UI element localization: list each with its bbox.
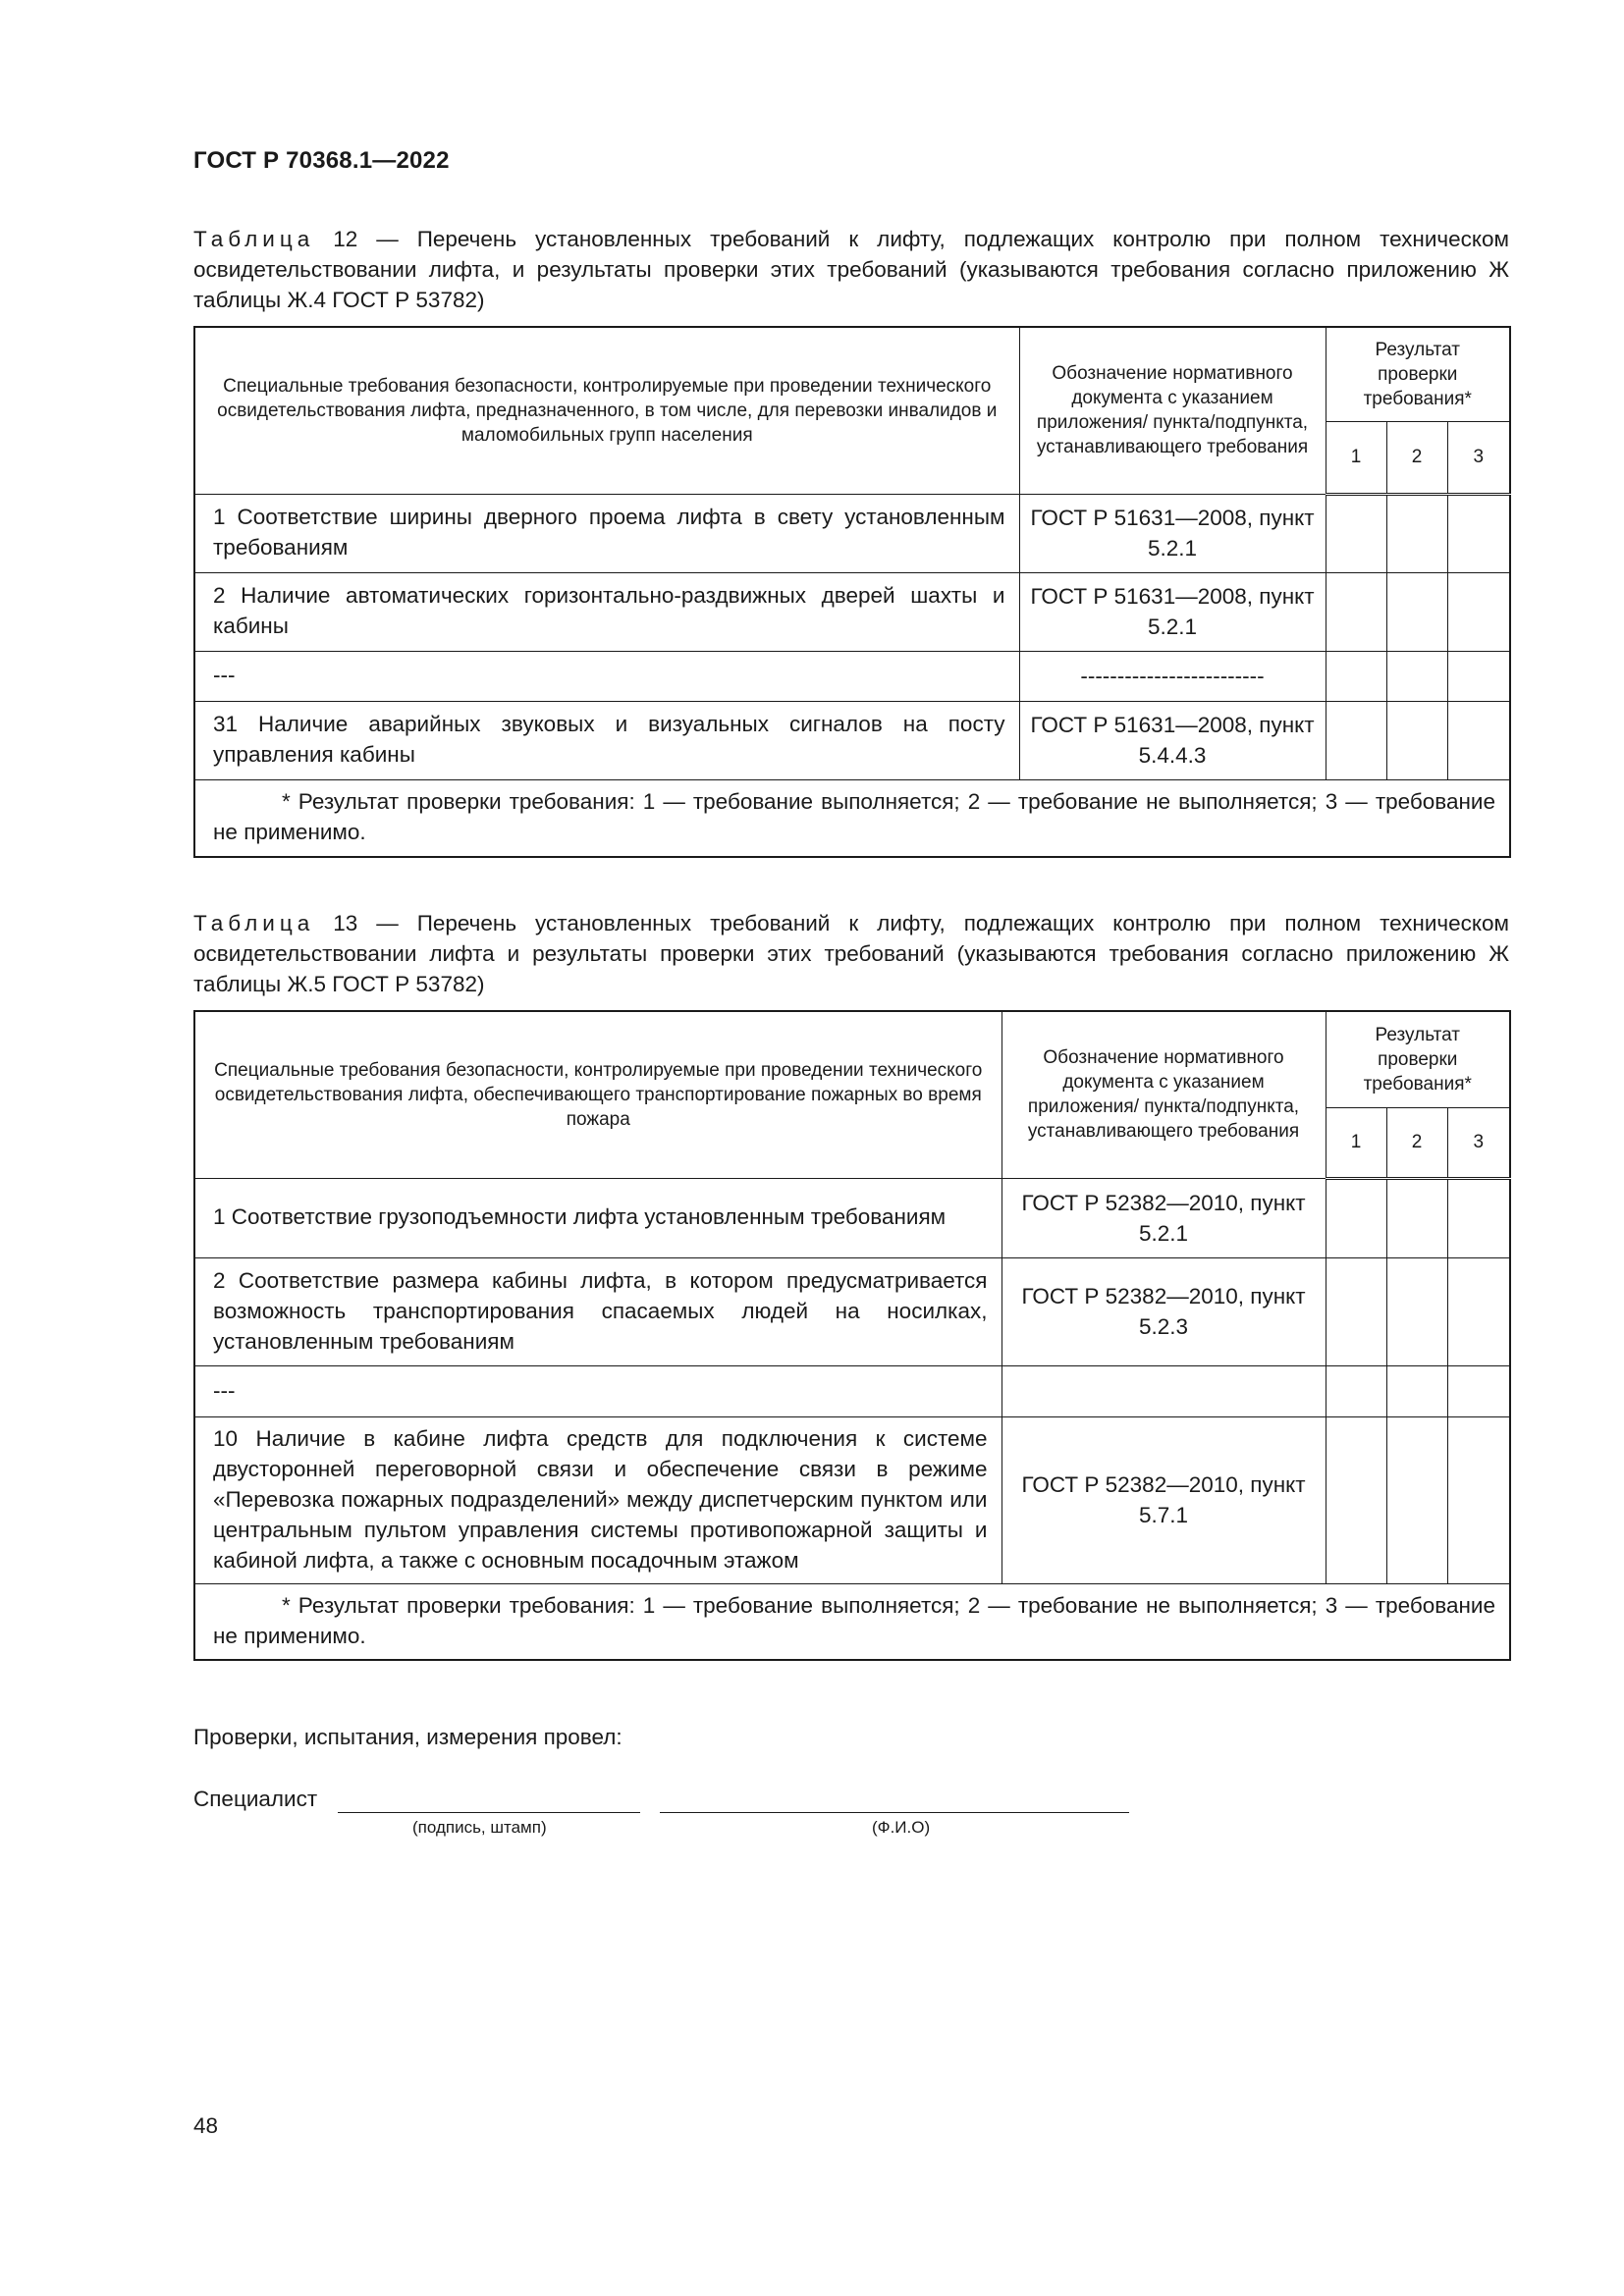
- result-cell-1[interactable]: [1326, 1178, 1386, 1257]
- signature-line[interactable]: [338, 1812, 640, 1813]
- footnote-text: * Результат проверки требования: 1 — требование выполняется; 2 — требование не выполняется; 3 — требование не применимо.: [213, 789, 1496, 845]
- result-cell-3[interactable]: [1447, 494, 1510, 572]
- result-subcolumn-3: 3: [1447, 421, 1510, 494]
- table-row: [194, 1178, 1510, 1257]
- column-header-document: Обозначение нормативного документа с указанием приложения/ пункта/подпункта, устанавливающего требования: [1019, 327, 1326, 494]
- result-cell-3[interactable]: [1447, 1178, 1510, 1257]
- table-row: [194, 1416, 1510, 1583]
- table-13-caption: [193, 908, 1509, 999]
- document-cell: [1001, 1365, 1326, 1416]
- requirement-cell: 1 Соответствие грузоподъемности лифта установленным требованиям: [194, 1178, 1001, 1257]
- table-row: [194, 572, 1510, 651]
- requirement-cell: ---: [194, 651, 1019, 701]
- result-subcolumn-1: 1: [1326, 1107, 1386, 1178]
- result-cell-3[interactable]: [1447, 1257, 1510, 1365]
- result-subcolumn-3: 3: [1447, 1107, 1510, 1178]
- table-12: [193, 326, 1511, 858]
- result-subcolumn-2: 2: [1386, 421, 1447, 494]
- caption-text: 12 — Перечень установленных требований к лифту, подлежащих контролю при полном техническом освидетельствовании лифта, и результаты проверки этих требований (указываются требования согласно приложению Ж таблицы Ж.4 ГОСТ Р 53782): [193, 227, 1509, 312]
- requirement-cell: 10 Наличие в кабине лифта средств для подключения к системе двусторонней переговорной связи и обеспечение связи в режиме «Перевозка пожарных подразделений» между диспетчерским пунктом или центральным пультом управления системы противопожарной защиты и кабиной лифта, а также с основным посадочным этажом: [194, 1416, 1001, 1583]
- document-cell: ГОСТ Р 51631—2008, пункт 5.2.1: [1019, 572, 1326, 651]
- table-footnote: [194, 1583, 1510, 1660]
- result-cell-3[interactable]: [1447, 701, 1510, 779]
- result-cell-3[interactable]: [1447, 1365, 1510, 1416]
- requirement-cell: 2 Наличие автоматических горизонтально-раздвижных дверей шахты и кабины: [194, 572, 1019, 651]
- signature-hint: (подпись, штамп): [412, 1818, 547, 1837]
- result-cell-3[interactable]: [1447, 651, 1510, 701]
- result-cell-2[interactable]: [1386, 651, 1447, 701]
- name-line[interactable]: [660, 1812, 1129, 1813]
- result-cell-2[interactable]: [1386, 572, 1447, 651]
- column-header-requirements: Специальные требования безопасности, контролируемые при проведении технического освидетельствования лифта, обеспечивающего транспортирование пожарных во время пожара: [194, 1011, 1001, 1178]
- table-12-caption: [193, 224, 1509, 315]
- name-hint: (Ф.И.О): [872, 1818, 931, 1837]
- table-label: Таблица: [193, 911, 315, 935]
- column-header-result: Результат проверки требования*: [1326, 1011, 1510, 1107]
- signoff-intro: Проверки, испытания, измерения провел:: [193, 1725, 623, 1749]
- table-row: [194, 701, 1510, 779]
- table-label: Таблица: [193, 227, 315, 251]
- document-cell: -------------------------: [1019, 651, 1326, 701]
- document-cell: ГОСТ Р 52382—2010, пункт 5.2.1: [1001, 1178, 1326, 1257]
- result-cell-1[interactable]: [1326, 572, 1386, 651]
- result-cell-2[interactable]: [1386, 1416, 1447, 1583]
- result-cell-2[interactable]: [1386, 494, 1447, 572]
- result-cell-1[interactable]: [1326, 1416, 1386, 1583]
- table-footnote: [194, 779, 1510, 857]
- table-13: [193, 1010, 1511, 1661]
- footnote-text: * Результат проверки требования: 1 — требование выполняется; 2 — требование не выполняется; 3 — требование не применимо.: [213, 1592, 1496, 1648]
- document-cell: ГОСТ Р 51631—2008, пункт 5.2.1: [1019, 494, 1326, 572]
- result-cell-1[interactable]: [1326, 494, 1386, 572]
- requirement-cell: 2 Соответствие размера кабины лифта, в котором предусматривается возможность транспортирования спасаемых людей на носилках, установленным требованиям: [194, 1257, 1001, 1365]
- document-cell: ГОСТ Р 52382—2010, пункт 5.7.1: [1001, 1416, 1326, 1583]
- requirement-cell: 1 Соответствие ширины дверного проема лифта в свету установленным требованиям: [194, 494, 1019, 572]
- column-header-result: Результат проверки требования*: [1326, 327, 1510, 421]
- document-cell: ГОСТ Р 52382—2010, пункт 5.2.3: [1001, 1257, 1326, 1365]
- column-header-requirements: Специальные требования безопасности, контролируемые при проведении технического освидетельствования лифта, предназначенного, в том числе, для перевозки инвалидов и маломобильных групп населения: [194, 327, 1019, 494]
- table-row: [194, 1257, 1510, 1365]
- requirement-cell: ---: [194, 1365, 1001, 1416]
- table-row: [194, 494, 1510, 572]
- document-cell: ГОСТ Р 51631—2008, пункт 5.4.4.3: [1019, 701, 1326, 779]
- document-code: ГОСТ Р 70368.1—2022: [193, 147, 450, 174]
- result-cell-2[interactable]: [1386, 1178, 1447, 1257]
- specialist-label: Специалист: [193, 1787, 318, 1811]
- result-cell-3[interactable]: [1447, 572, 1510, 651]
- result-subcolumn-2: 2: [1386, 1107, 1447, 1178]
- result-cell-1[interactable]: [1326, 701, 1386, 779]
- page-number: 48: [193, 2113, 219, 2138]
- result-cell-2[interactable]: [1386, 1257, 1447, 1365]
- requirement-cell: 31 Наличие аварийных звуковых и визуальных сигналов на посту управления кабины: [194, 701, 1019, 779]
- result-cell-1[interactable]: [1326, 1365, 1386, 1416]
- result-cell-1[interactable]: [1326, 651, 1386, 701]
- column-header-document: Обозначение нормативного документа с указанием приложения/ пункта/подпункта, устанавливающего требования: [1001, 1011, 1326, 1178]
- table-row: [194, 651, 1510, 701]
- result-cell-2[interactable]: [1386, 701, 1447, 779]
- result-cell-2[interactable]: [1386, 1365, 1447, 1416]
- result-cell-1[interactable]: [1326, 1257, 1386, 1365]
- caption-text: 13 — Перечень установленных требований к лифту, подлежащих контролю при полном техническом освидетельствовании лифта и результаты проверки этих требований (указываются требования согласно приложению Ж таблицы Ж.5 ГОСТ Р 53782): [193, 911, 1509, 996]
- result-cell-3[interactable]: [1447, 1416, 1510, 1583]
- result-subcolumn-1: 1: [1326, 421, 1386, 494]
- table-row: [194, 1365, 1510, 1416]
